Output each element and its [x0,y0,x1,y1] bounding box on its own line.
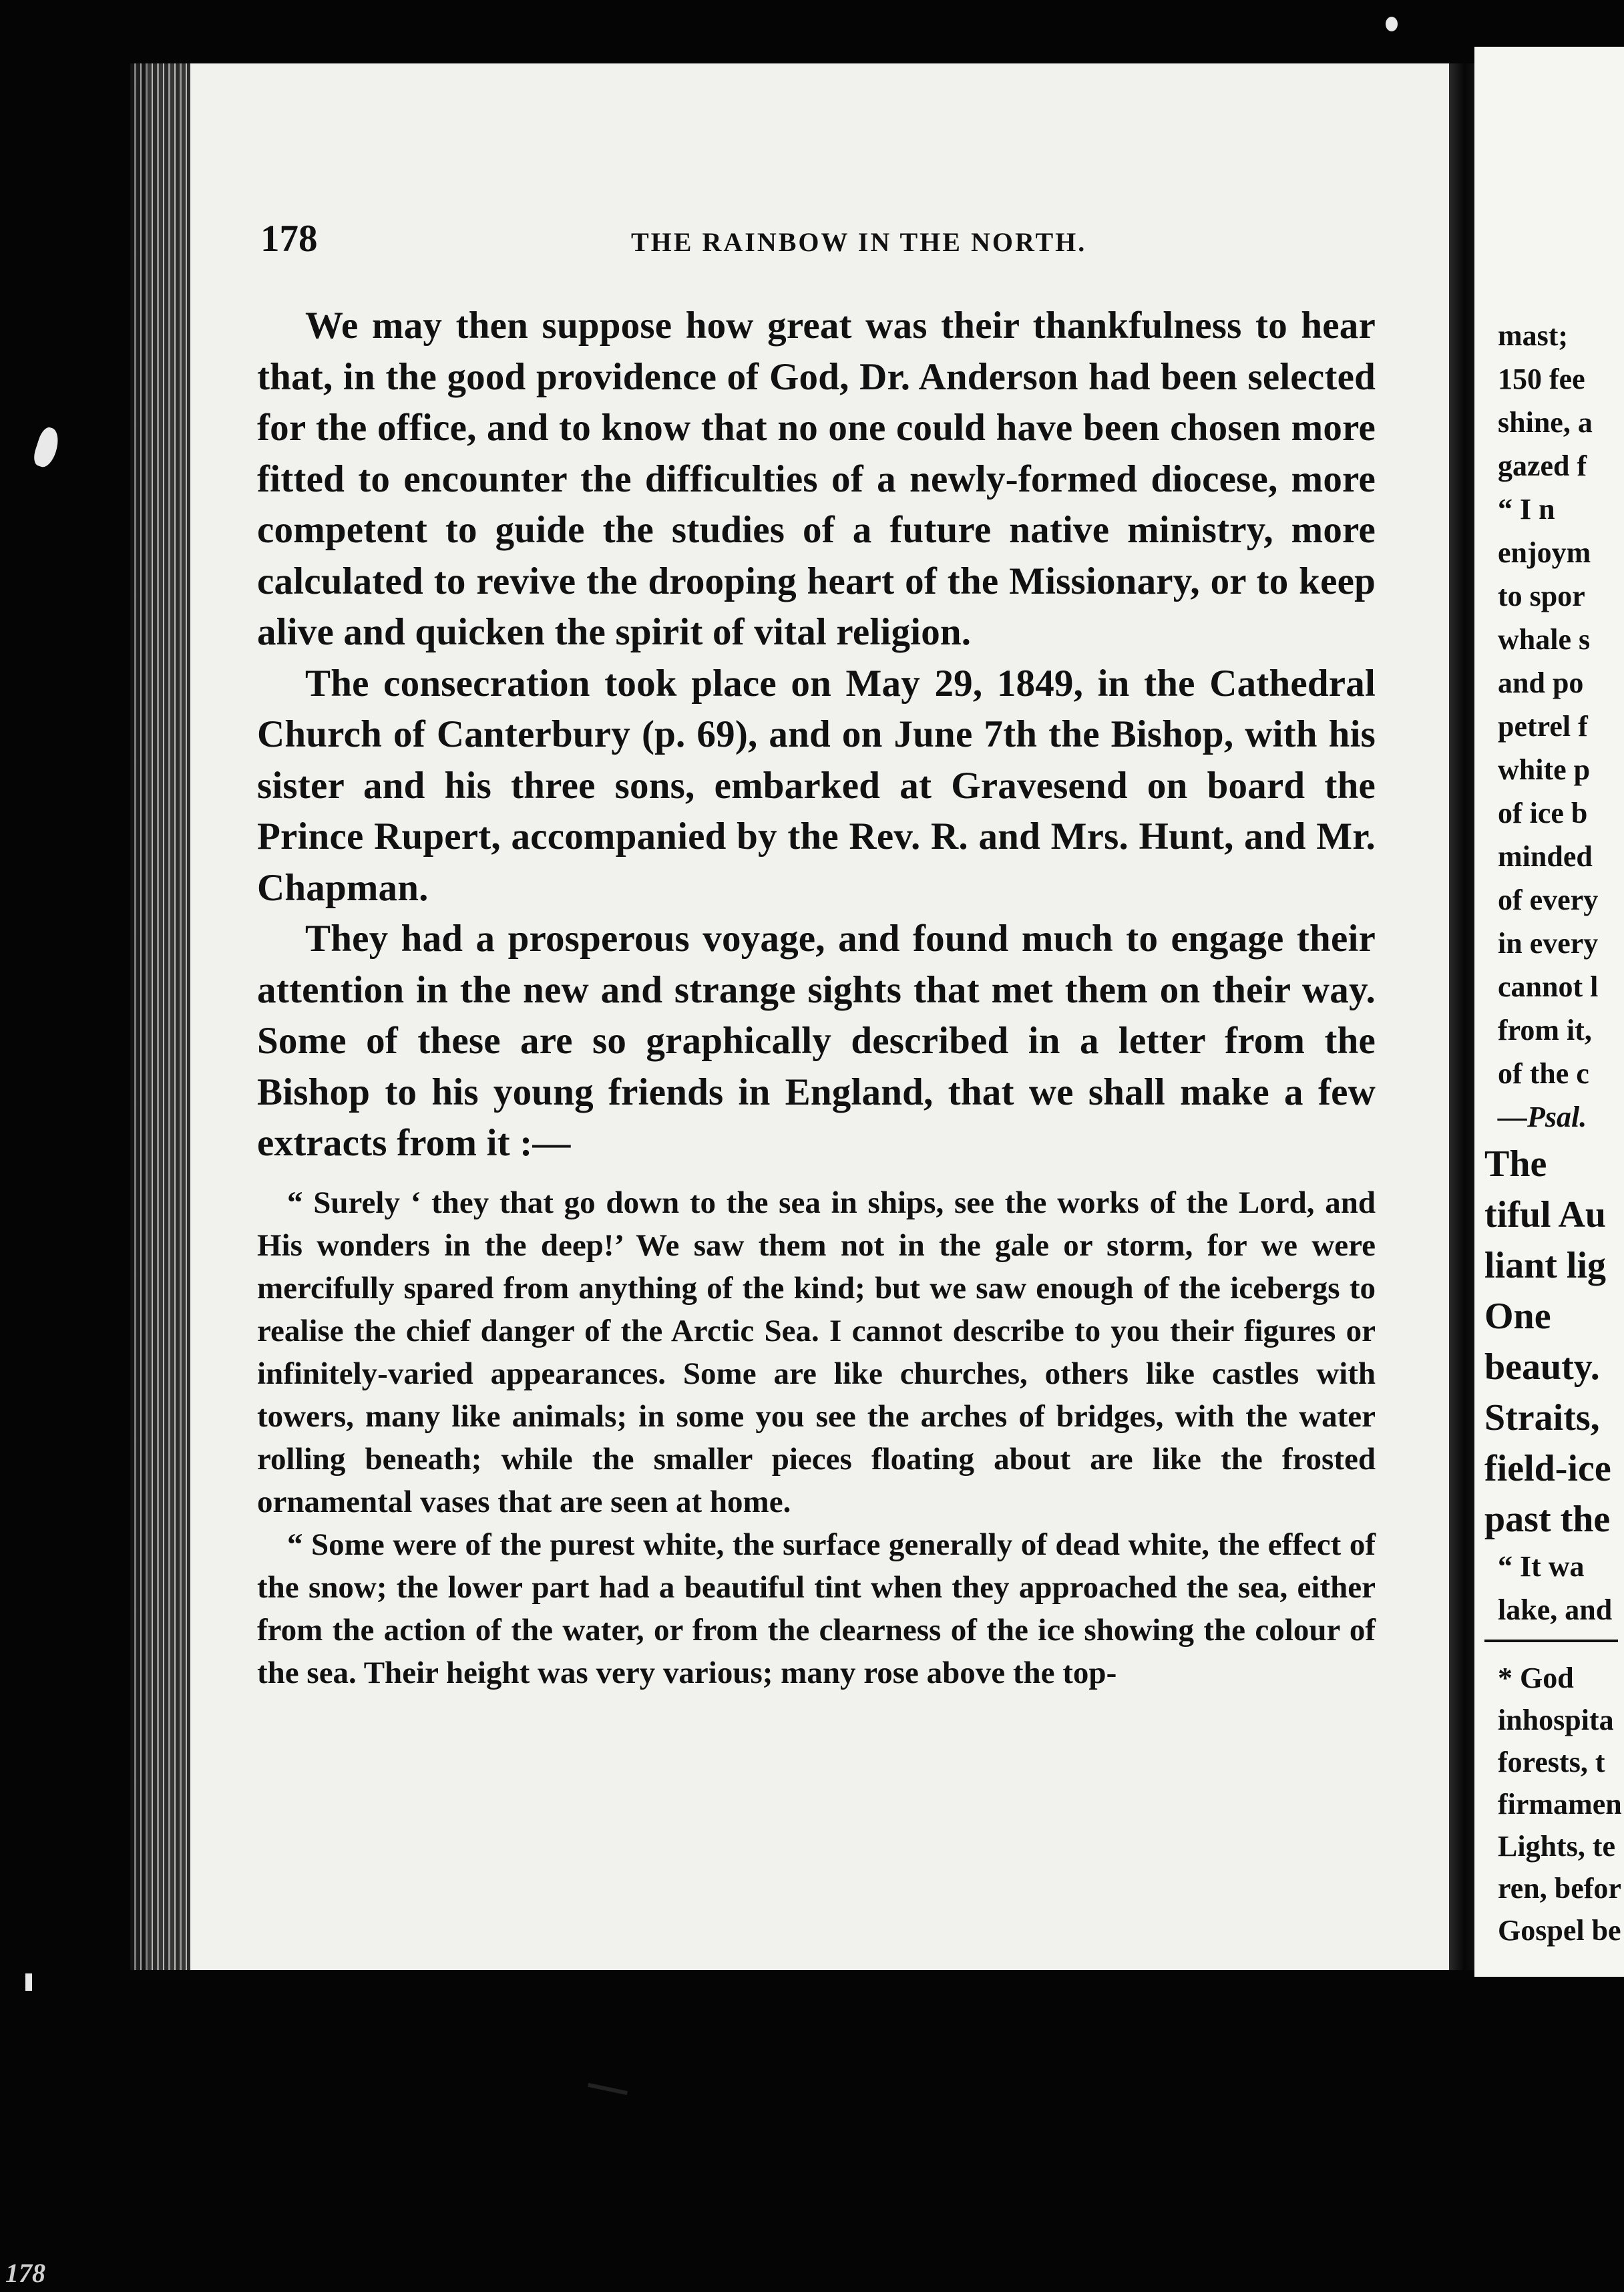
facing-footnote-line: * God [1498,1662,1574,1694]
facing-line: cannot l [1498,970,1599,1003]
facing-line: 150 fee [1498,363,1585,395]
facing-line: mast; [1498,319,1569,352]
page-number: 178 [260,218,318,260]
page-edge-stack [130,63,190,1970]
facing-line: of every [1498,884,1599,916]
facing-line: from it, [1498,1014,1592,1046]
facing-line: field-ice [1484,1448,1611,1489]
facing-line: gazed f [1498,449,1587,482]
facing-line: One [1484,1296,1551,1337]
facing-line: lake, and [1498,1593,1613,1626]
facing-line: to spor [1498,580,1585,612]
main-text-block [257,301,1376,1694]
facing-line: “ It wa [1498,1550,1585,1583]
quote-paragraph: “ Surely ‘ they that go down to the sea in ships, see the works of the Lord, and His wonders in the deep!’ We saw them not in the gale or storm, for we were mercifully spared from anything of the kind; but we saw enough of the icebergs to realise the chief danger of the Arctic Sea. I cannot describe to you their figures or infinitely-varied appearances. Some are like churches, others like castles with towers, many like animals; in some you see the arches of bridges, with the water rolling beneath; while the smaller pieces floating about are like the frosted ornamental vases that are seen at home. [257,1185,1376,1519]
facing-line: white p [1498,753,1591,786]
facing-footnote-line: Lights, te [1498,1830,1615,1863]
facing-line: enjoym [1498,536,1591,569]
facing-line: and po [1498,666,1584,699]
facing-line: whale s [1498,623,1591,656]
facing-footnote-line: forests, t [1498,1746,1605,1778]
running-title: THE RAINBOW IN THE NORTH. [631,227,1087,257]
facing-line: past the [1484,1499,1611,1540]
facing-line: in every [1498,927,1599,960]
footnote-rule [1484,1640,1618,1642]
facing-line: tiful Au [1484,1194,1607,1235]
facing-footnote-line: firmamen [1498,1788,1622,1821]
facing-line: The [1484,1143,1547,1185]
facing-line: shine, a [1498,406,1593,439]
facing-line: beauty. [1484,1346,1600,1388]
facing-line: minded [1498,840,1593,873]
paragraph: We may then suppose how great was their thankfulness to hear that, in the good providence of God, Dr. Anderson had been selected for the office, and to know that no one could have been chosen more fitted to encounter the difficulties of a newly-formed diocese, more competent to guide the studies of a future native ministry, more calculated to revive the drooping heart of the Missionary, or to keep alive and quicken the spirit of vital religion. [257,305,1376,653]
bishop-letter-extract [257,1181,1376,1694]
book-gutter [1449,63,1474,1970]
facing-footnote-line: inhospita [1498,1704,1614,1736]
quote-paragraph: “ Some were of the purest white, the surface generally of dead white, the effect of the snow; the lower part had a beautiful tint when they approached the sea, either from the action of the water, or from the clearness of the ice showing the colour of the sea. Their height was very various; many rose above the top- [257,1527,1376,1690]
facing-line: Straits, [1484,1397,1600,1439]
facing-line: petrel f [1498,710,1588,743]
scan-artifact [25,1973,32,1991]
corner-mark: 178 [5,2258,45,2288]
facing-footnote-line: ren, befor [1498,1872,1621,1905]
facing-line: —Psal. [1498,1101,1587,1133]
paragraph: The consecration took place on May 29, 1849, in the Cathedral Church of Canterbury (p. 69), and on June 7th the Bishop, with his sister and his three sons, embarked at Gravesend on board the Prince Rupert, accompanied by the Rev. R. and Mrs. Hunt, and Mr. Chapman. [257,662,1376,909]
paragraph: They had a prosperous voyage, and found much to engage their attention in the new and strange sights that met them on their way. Some of these are so graphically described in a letter from the Bishop to his young friends in England, that we shall make a few extracts from it :— [257,918,1376,1164]
facing-page-text [1484,314,1624,1951]
facing-line: of the c [1498,1057,1589,1090]
facing-line: “ I n [1498,493,1555,526]
page-header [260,217,1376,277]
facing-line: of ice b [1498,797,1588,829]
facing-line: liant lig [1484,1245,1607,1286]
scan-artifact [1386,17,1398,31]
facing-footnote-line: Gospel be [1498,1914,1621,1947]
